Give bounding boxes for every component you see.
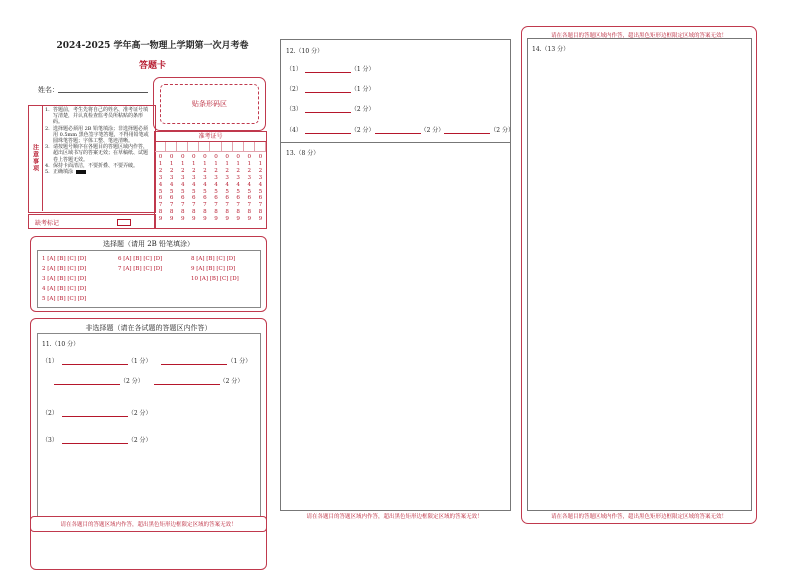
ticket-digit-bubble[interactable]: 2 — [192, 167, 196, 174]
ticket-digit-bubble[interactable]: 8 — [192, 209, 196, 216]
q12-head: 12.（10 分） — [286, 48, 324, 55]
ticket-digit-bubble[interactable]: 2 — [158, 167, 163, 174]
ticket-digit-bubble[interactable]: 3 — [180, 174, 185, 181]
ticket-digit-bubble[interactable]: 2 — [214, 167, 218, 174]
ticket-digit-bubble[interactable]: 0 — [192, 154, 196, 160]
ticket-digit-bubble[interactable]: 2 — [236, 167, 240, 174]
ticket-digit-bubble[interactable]: 5 — [225, 188, 229, 195]
warning-text-col3-top: 请在各题目的答题区域内作答，超出黑色矩形边框限定区域的答案无效！ — [550, 33, 727, 39]
q12-part3: （3） （2 分） — [286, 106, 375, 113]
ticket-digit-bubble[interactable]: 6 — [169, 195, 174, 202]
ticket-number-grid — [154, 131, 267, 229]
q12-part4: （4） （2 分） （2 分） （2 分） — [286, 127, 515, 134]
ticket-digit-bubble[interactable]: 9 — [158, 216, 163, 223]
q12-q13-answer-area[interactable] — [280, 39, 515, 511]
ticket-digit-bubble[interactable]: 8 — [158, 209, 163, 216]
ticket-digit-bubble[interactable]: 0 — [236, 154, 240, 160]
ticket-digit-bubble[interactable]: 7 — [203, 202, 207, 209]
notes-list — [45, 107, 151, 175]
ticket-digit-bubble[interactable]: 5 — [236, 188, 240, 195]
ticket-entry-cell[interactable] — [210, 142, 221, 152]
ticket-digit-bubble[interactable]: 5 — [247, 188, 252, 195]
barcode-area — [153, 77, 266, 131]
ticket-digit-bubble[interactable]: 9 — [169, 216, 174, 223]
ticket-digit-bubble[interactable]: 2 — [258, 167, 263, 174]
ticket-digit-bubble[interactable]: 0 — [158, 154, 163, 160]
ticket-digit-column — [210, 154, 221, 223]
ticket-digit-bubble[interactable]: 5 — [158, 188, 163, 195]
ticket-digit-bubble[interactable]: 7 — [158, 202, 163, 209]
ticket-entry-cell[interactable] — [166, 142, 177, 152]
ticket-digit-bubble[interactable]: 3 — [192, 174, 196, 181]
ticket-digit-bubble[interactable]: 6 — [258, 195, 263, 202]
ticket-digit-bubble[interactable]: 1 — [258, 160, 263, 167]
ticket-digit-bubble[interactable]: 4 — [247, 181, 252, 188]
ticket-digit-bubble[interactable]: 4 — [180, 181, 185, 188]
q11-part1b: （2 分） （2 分） — [54, 376, 243, 385]
ticket-digit-column — [155, 154, 166, 223]
ticket-digit-bubble[interactable]: 0 — [247, 154, 252, 160]
ticket-digit-bubble[interactable]: 6 — [158, 195, 163, 202]
warning-text-col3-bottom: 请在各题目的答题区域内作答，超出黑色矩形边框限定区域的答案无效！ — [550, 514, 727, 520]
choice-q6[interactable]: 6 [A] [B] [C] [D] — [118, 256, 163, 262]
ticket-digit-bubble[interactable]: 4 — [214, 181, 218, 188]
ticket-digit-bubble[interactable]: 1 — [203, 160, 207, 167]
ticket-digit-bubble[interactable]: 1 — [247, 160, 252, 167]
ticket-digit-bubble[interactable]: 1 — [169, 160, 174, 167]
ticket-digit-bubble[interactable]: 4 — [236, 181, 240, 188]
warning-text: 请在各题目的答题区域内作答，超出黑色矩形边框限定区域的答案无效！ — [60, 522, 237, 528]
ticket-digit-bubble[interactable]: 3 — [258, 174, 263, 181]
ticket-digit-column — [255, 154, 266, 223]
choice-q8[interactable]: 8 [A] [B] [C] [D] — [191, 256, 236, 262]
absent-mark-row — [28, 214, 156, 229]
ticket-digit-bubble[interactable]: 8 — [247, 209, 252, 216]
ticket-digit-column — [222, 154, 233, 223]
correct-fill-sample — [76, 170, 86, 174]
warning-box-col1 — [30, 516, 267, 532]
ticket-digit-bubble[interactable]: 0 — [214, 154, 218, 160]
ticket-digit-bubble[interactable]: 9 — [247, 216, 252, 223]
choice-q4[interactable]: 4 [A] [B] [C] [D] — [42, 286, 87, 292]
ticket-digit-bubble[interactable]: 0 — [180, 154, 185, 160]
ticket-digit-bubble[interactable]: 0 — [258, 154, 263, 160]
ticket-digit-bubble[interactable]: 9 — [192, 216, 196, 223]
q11-part2: （2） （2 分） — [42, 410, 152, 417]
ticket-digit-bubble[interactable]: 3 — [247, 174, 252, 181]
page-title: 2024-2025 学年高一物理上学期第一次月考卷 — [56, 41, 249, 51]
choice-section — [30, 236, 267, 312]
ticket-digit-bubble[interactable]: 6 — [180, 195, 185, 202]
ticket-digit-bubble[interactable]: 4 — [192, 181, 196, 188]
choice-q7[interactable]: 7 [A] [B] [C] [D] — [118, 266, 163, 272]
absent-label: 缺考标记 — [35, 220, 60, 227]
q14-head: 14.（13 分） — [532, 46, 570, 53]
ticket-digit-bubble[interactable]: 1 — [180, 160, 185, 167]
ticket-digit-bubble[interactable]: 0 — [225, 154, 229, 160]
ticket-digit-bubble[interactable]: 7 — [258, 202, 263, 209]
ticket-digit-bubble[interactable]: 7 — [225, 202, 229, 209]
ticket-digit-bubble[interactable]: 8 — [203, 209, 207, 216]
ticket-digit-bubble[interactable]: 7 — [180, 202, 185, 209]
ticket-digit-bubble[interactable]: 6 — [203, 195, 207, 202]
ticket-entry-cell[interactable] — [188, 142, 199, 152]
choice-title: 选择题（请用 2B 铅笔填涂） — [102, 240, 195, 248]
ticket-digit-column — [199, 154, 210, 223]
ticket-entry-cell[interactable] — [199, 142, 210, 152]
note-item: 2. 选择题必须用 2B 铅笔填涂；非选择题必须用 0.5mm 黑色签字笔答题，不得用铅笔或圆珠笔答题；字体工整、笔迹清晰。 — [45, 125, 149, 145]
q14-answer-area[interactable] — [527, 38, 752, 511]
ticket-digit-bubble[interactable]: 9 — [214, 216, 218, 223]
ticket-digit-bubble[interactable]: 9 — [225, 216, 229, 223]
ticket-digit-bubble[interactable]: 5 — [169, 188, 174, 195]
ticket-digit-bubble[interactable]: 3 — [203, 174, 207, 181]
ticket-digit-bubble[interactable]: 7 — [214, 202, 218, 209]
warning-box-col3 — [528, 510, 750, 520]
ticket-digit-bubble[interactable]: 7 — [236, 202, 240, 209]
choice-q3[interactable]: 3 [A] [B] [C] [D] — [42, 276, 87, 282]
ticket-digit-bubble[interactable]: 2 — [225, 167, 229, 174]
ticket-digit-bubble[interactable]: 9 — [236, 216, 240, 223]
q11-head: 11.（10 分） — [42, 341, 80, 348]
name-label: 姓名： — [38, 86, 59, 94]
ticket-digit-bubble[interactable]: 0 — [169, 154, 174, 160]
ticket-digit-bubble[interactable]: 4 — [225, 181, 229, 188]
ticket-title: 准考证号 — [155, 132, 266, 142]
note-item: 1. 答题前，考生先将自己的姓名、准考证号填写清楚，并认真检查监考员所粘贴的条形码。 — [45, 107, 149, 126]
choice-q1[interactable]: 1 [A] [B] [C] [D] — [42, 256, 87, 262]
ticket-digit-column — [233, 154, 244, 223]
ticket-digit-bubble[interactable]: 0 — [203, 154, 207, 160]
ticket-digit-bubble[interactable]: 1 — [158, 160, 163, 167]
ticket-digit-bubble[interactable]: 4 — [258, 181, 263, 188]
ticket-digit-bubble[interactable]: 8 — [214, 209, 218, 216]
choice-q10[interactable]: 10 [A] [B] [C] [D] — [191, 276, 239, 282]
choice-q9[interactable]: 9 [A] [B] [C] [D] — [191, 266, 236, 272]
ticket-digit-bubble[interactable]: 3 — [236, 174, 240, 181]
nonchoice-section — [30, 318, 267, 570]
q13-head: 13.（8 分） — [286, 150, 320, 157]
notes-side-label: 注意事项 — [28, 105, 43, 211]
ticket-digit-bubble[interactable]: 4 — [158, 181, 163, 188]
answer-sheet-label: 答题卡 — [138, 61, 166, 71]
ticket-entry-cell[interactable] — [233, 142, 244, 152]
ticket-digit-bubble[interactable]: 2 — [180, 167, 185, 174]
warning-text-col2: 请在各题目的答题区域内作答，超出黑色矩形边框限定区域的答案无效！ — [306, 514, 483, 520]
ticket-digit-bubble[interactable]: 1 — [225, 160, 229, 167]
ticket-digit-bubble[interactable]: 7 — [192, 202, 196, 209]
nonchoice-title: 非选择题（请在各试题的答题区内作答） — [85, 324, 212, 332]
ticket-digit-column — [177, 154, 188, 223]
name-field[interactable] — [58, 92, 148, 93]
q12-q13-divider — [281, 142, 510, 143]
ticket-digit-column — [166, 154, 177, 223]
ticket-digit-bubble[interactable]: 7 — [169, 202, 174, 209]
ticket-digit-bubble[interactable]: 2 — [203, 167, 207, 174]
ticket-digit-bubble[interactable]: 6 — [247, 195, 252, 202]
ticket-digit-bubble[interactable]: 3 — [225, 174, 229, 181]
ticket-entry-cell[interactable] — [177, 142, 188, 152]
note-item: 3. 请按题号顺序在各题目的答题区域内作答，超出区域书写的答案无效；在草稿纸、试题卷上答题无效。 — [45, 144, 149, 163]
q11-answer-area[interactable] — [37, 333, 261, 517]
ticket-digit-bubble[interactable]: 5 — [180, 188, 185, 195]
ticket-digit-bubble[interactable]: 8 — [258, 209, 263, 216]
ticket-digit-bubble[interactable]: 3 — [158, 174, 163, 181]
ticket-digit-bubble[interactable]: 5 — [192, 188, 196, 195]
ticket-digit-bubble[interactable]: 8 — [180, 209, 185, 216]
ticket-digit-bubble[interactable]: 6 — [225, 195, 229, 202]
ticket-digit-bubble[interactable]: 5 — [203, 188, 207, 195]
ticket-entry-cell[interactable] — [255, 142, 266, 152]
ticket-digit-bubble[interactable]: 6 — [214, 195, 218, 202]
ticket-digit-bubble[interactable]: 8 — [236, 209, 240, 216]
ticket-digit-bubble[interactable]: 9 — [180, 216, 185, 223]
ticket-digit-bubble[interactable]: 9 — [203, 216, 207, 223]
ticket-digit-bubble[interactable]: 1 — [192, 160, 196, 167]
choice-q5[interactable]: 5 [A] [B] [C] [D] — [42, 296, 87, 302]
ticket-digit-bubble[interactable]: 8 — [169, 209, 174, 216]
q11-part3: （3） （2 分） — [42, 437, 152, 444]
choice-grid — [37, 250, 261, 308]
barcode-label: 贴条形码区 — [160, 84, 259, 124]
ticket-digit-bubble[interactable]: 4 — [169, 181, 174, 188]
choice-q2[interactable]: 2 [A] [B] [C] [D] — [42, 266, 87, 272]
ticket-digit-column — [244, 154, 255, 223]
ticket-digit-bubble[interactable]: 9 — [258, 216, 263, 223]
ticket-digit-bubble[interactable]: 3 — [169, 174, 174, 181]
q12-part2: （2） （1 分） — [286, 86, 375, 93]
ticket-digit-bubble[interactable]: 1 — [236, 160, 240, 167]
q11-part1: （1） （1 分） （1 分） — [42, 358, 252, 365]
ticket-digit-bubble[interactable]: 5 — [214, 188, 218, 195]
q12-part1: （1） （1 分） — [286, 66, 375, 73]
absent-checkbox[interactable] — [117, 219, 131, 226]
note-item: 5. 正确填涂 — [45, 169, 151, 175]
ticket-digit-bubble[interactable]: 3 — [214, 174, 218, 181]
ticket-digit-bubble[interactable]: 8 — [225, 209, 229, 216]
ticket-digit-bubble[interactable]: 2 — [247, 167, 252, 174]
ticket-entry-cell[interactable] — [244, 142, 255, 152]
ticket-digit-bubble[interactable]: 5 — [258, 188, 263, 195]
ticket-digit-bubble[interactable]: 7 — [247, 202, 252, 209]
ticket-digit-bubble[interactable]: 4 — [203, 181, 207, 188]
ticket-digit-bubble[interactable]: 2 — [169, 167, 174, 174]
ticket-digit-bubble[interactable]: 1 — [214, 160, 218, 167]
ticket-digit-bubble[interactable]: 6 — [236, 195, 240, 202]
ticket-entry-cell[interactable] — [155, 142, 166, 152]
ticket-digit-bubble[interactable]: 6 — [192, 195, 196, 202]
note-item: 4. 保持卡面清洁，不要折叠、不要弄破。 — [45, 162, 139, 169]
ticket-entry-cell[interactable] — [222, 142, 233, 152]
ticket-digit-column — [188, 154, 199, 223]
